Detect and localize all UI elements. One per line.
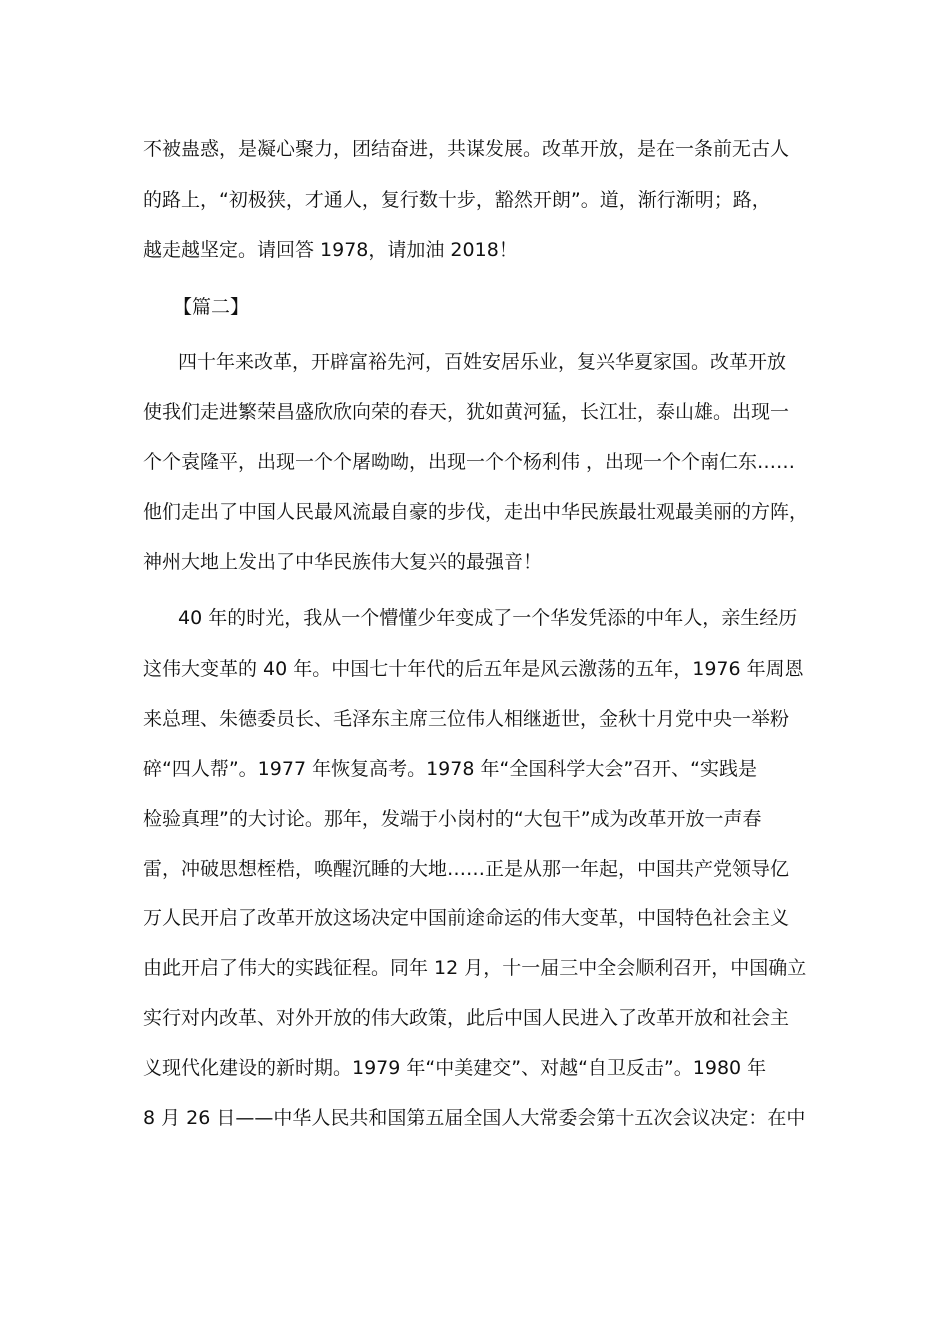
text-line: 实行对内改革、对外开放的伟大政策，此后中国人民进入了改革开放和社会主 bbox=[143, 1007, 790, 1029]
text-line: 神州大地上发出了中华民族伟大复兴的最强音！ bbox=[143, 551, 543, 573]
text-line: 碎“四人帮”。1977 年恢复高考。1978 年“全国科学大会”召开、“实践是 bbox=[143, 758, 758, 780]
text-line: 他们走出了中国人民最风流最自豪的步伐，走出中华民族最壮观最美丽的方阵， bbox=[143, 501, 809, 523]
text-line: 8 月 26 日——中华人民共和国第五届全国人大常委会第十五次会议决定：在中 bbox=[143, 1107, 806, 1129]
text-line: 义现代化建设的新时期。1979 年“中美建交”、对越“自卫反击”。1980 年 bbox=[143, 1057, 767, 1079]
paragraph-first-line: 40 年的时光，我从一个懵懂少年变成了一个华发凭添的中年人，亲生经历 bbox=[178, 607, 798, 629]
text-line: 越走越坚定。请回答 1978，请加油 2018！ bbox=[143, 239, 518, 261]
text-line: 万人民开启了改革开放这场决定中国前途命运的伟大变革，中国特色社会主义 bbox=[143, 907, 790, 929]
text-line: 雷，冲破思想桎梏，唤醒沉睡的大地……正是从那一年起，中国共产党领导亿 bbox=[143, 858, 790, 880]
text-line: 这伟大变革的 40 年。中国七十年代的后五年是风云激荡的五年，1976 年周恩 bbox=[143, 658, 804, 680]
text-line: 的路上，“初极狭，才通人，复行数十步，豁然开朗”。道，渐行渐明；路， bbox=[143, 189, 771, 211]
text-line: 由此开启了伟大的实践征程。同年 12 月，十一届三中全会顺利召开，中国确立 bbox=[143, 957, 807, 979]
text-line: 个个袁隆平，出现一个个屠呦呦，出现一个个杨利伟 ，出现一个个南仁东…… bbox=[143, 451, 796, 473]
text-line: 不被蛊惑，是凝心聚力，团结奋进，共谋发展。改革开放，是在一条前无古人 bbox=[143, 138, 790, 160]
text-line: 来总理、朱德委员长、毛泽东主席三位伟人相继逝世，金秋十月党中央一举粉 bbox=[143, 708, 790, 730]
text-line: 使我们走进繁荣昌盛欣欣向荣的春天，犹如黄河猛，长江壮，泰山雄。出现一 bbox=[143, 401, 790, 423]
paragraph-first-line: 四十年来改革，开辟富裕先河，百姓安居乐业，复兴华夏家国。改革开放 bbox=[178, 351, 787, 373]
text-line: 检验真理”的大讨论。那年，发端于小岗村的“大包干”成为改革开放一声春 bbox=[143, 808, 762, 830]
section-heading: 【篇二】 bbox=[173, 296, 250, 318]
